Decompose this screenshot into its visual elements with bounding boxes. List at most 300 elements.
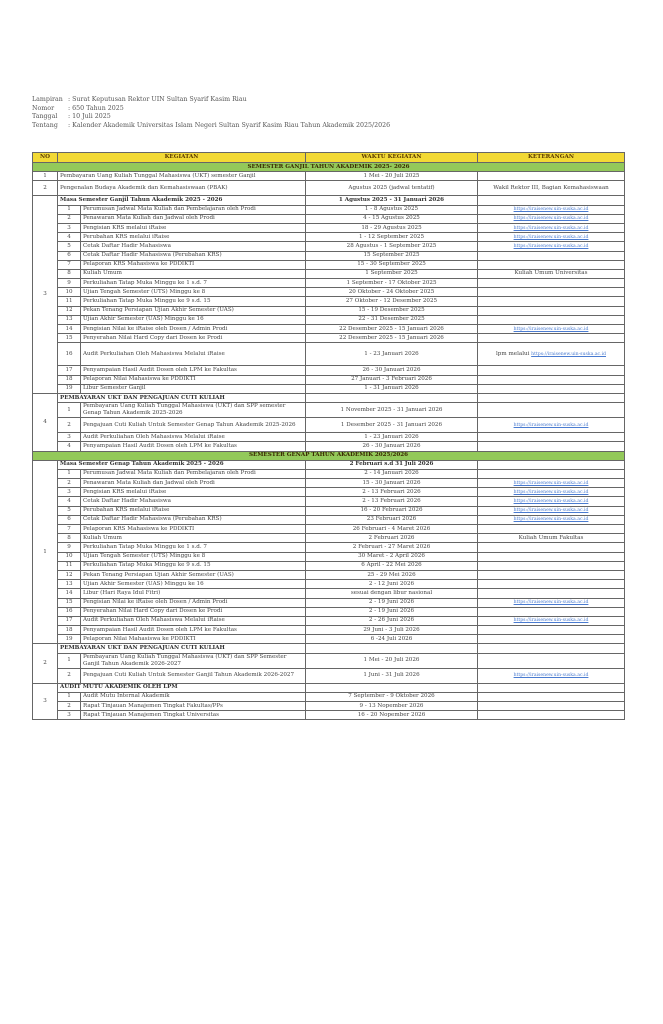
kegiatan-cell: Penawaran Mata Kuliah dan Jadwal oleh Prodi xyxy=(81,214,306,223)
kegiatan-cell: Perkuliahan Tatap Muka Minggu ke 1 s.d. 7 xyxy=(81,543,306,552)
keterangan-cell xyxy=(478,469,625,478)
waktu-cell: 26 Februari - 4 Maret 2026 xyxy=(306,525,478,534)
keterangan-cell xyxy=(478,269,625,278)
header-keterangan: KETERANGAN xyxy=(478,153,625,163)
kegiatan-cell: Perubahan KRS melalui iRaise xyxy=(81,233,306,242)
keterangan-cell xyxy=(478,343,625,366)
document-header xyxy=(32,96,390,130)
keterangan-cell xyxy=(478,543,625,552)
kegiatan-cell: Perkuliahan Tatap Muka Minggu ke 9 s.d. 15 xyxy=(81,561,306,570)
sub-number: 7 xyxy=(58,525,81,534)
table-row xyxy=(33,616,625,625)
iraise-link[interactable]: https://iraisenew.uin-suska.ac.id xyxy=(531,351,606,357)
group-waktu xyxy=(306,393,478,402)
waktu-cell: 28 Agustus - 1 September 2025 xyxy=(306,242,478,251)
group-header-row xyxy=(33,460,625,469)
table-row xyxy=(33,607,625,616)
iraise-link[interactable]: https://iraisenew.uin-suska.ac.id xyxy=(513,508,589,514)
kegiatan-cell: Ujian Akhir Semester (UAS) Minggu ke 16 xyxy=(81,580,306,589)
waktu-cell: 26 - 30 Januari 2026 xyxy=(306,442,478,451)
table-row xyxy=(33,260,625,269)
sub-number: 11 xyxy=(58,297,81,306)
sub-number: 2 xyxy=(58,214,81,223)
group-header-row xyxy=(33,644,625,653)
keterangan-text: Kuliah Umum Fakultas xyxy=(518,534,584,541)
kegiatan-cell: Pelaporan Nilai Mahasiswa ke PDDIKTI xyxy=(81,635,306,644)
sub-number: 3 xyxy=(58,711,81,720)
waktu-cell: 2 Februari 2026 xyxy=(306,534,478,543)
group-keterangan xyxy=(478,644,625,653)
keterangan-cell xyxy=(478,172,625,181)
table-row xyxy=(33,702,625,711)
keterangan-cell xyxy=(478,315,625,324)
keterangan-cell xyxy=(478,488,625,497)
waktu-cell: 1 November 2025 - 31 Januari 2026 xyxy=(306,403,478,418)
group-header-row xyxy=(33,196,625,205)
kegiatan-cell: Pembayaran Uang Kuliah Tunggal Mahasiswa (UKT) dan SPP Semester Ganjil Tahun Akademik 2026-2027 xyxy=(81,653,306,668)
sub-number: 6 xyxy=(58,515,81,524)
sub-number: 13 xyxy=(58,580,81,589)
kegiatan-cell: Cetak Daftar Hadir Mahasiswa xyxy=(81,242,306,251)
keterangan-cell xyxy=(478,260,625,269)
group-number: 2 xyxy=(33,644,58,683)
table-row xyxy=(33,366,625,375)
kegiatan-cell: Pengenalan Budaya Akademik dan Kemahasiswaan (PBAK) xyxy=(58,181,306,196)
table-row xyxy=(33,506,625,515)
waktu-cell: 1 Juni - 31 Juli 2026 xyxy=(306,668,478,683)
keterangan-cell xyxy=(478,334,625,343)
waktu-cell: 16 - 20 Februari 2026 xyxy=(306,506,478,515)
keterangan-cell xyxy=(478,692,625,701)
group-waktu: 1 Agustus 2025 - 31 Januari 2026 xyxy=(306,196,478,205)
group-number: 3 xyxy=(33,196,58,394)
keterangan-cell xyxy=(478,384,625,393)
keterangan-cell xyxy=(478,497,625,506)
waktu-cell: 2 - 13 Februari 2026 xyxy=(306,497,478,506)
keterangan-cell xyxy=(478,251,625,260)
sub-number: 19 xyxy=(58,635,81,644)
keterangan-cell xyxy=(478,515,625,524)
keterangan-cell xyxy=(478,279,625,288)
kegiatan-cell: Perubahan KRS melalui iRaise xyxy=(81,506,306,515)
table-row xyxy=(33,384,625,393)
keterangan-cell xyxy=(478,589,625,598)
sub-number: 1 xyxy=(58,692,81,701)
sub-number: 5 xyxy=(58,506,81,515)
kegiatan-cell: Libur Semester Ganjil xyxy=(81,384,306,393)
header-no: NO xyxy=(33,153,58,163)
sub-number: 9 xyxy=(58,543,81,552)
group-waktu xyxy=(306,683,478,692)
kegiatan-cell: Pembayaran Uang Kuliah Tunggal Mahasiswa (UKT) semester Ganjil xyxy=(58,172,306,181)
iraise-link[interactable]: https://iraisenew.uin-suska.ac.id xyxy=(513,600,589,606)
keterangan-cell xyxy=(478,598,625,607)
sub-number: 2 xyxy=(58,668,81,683)
table-row xyxy=(33,570,625,579)
waktu-cell: 2 - 12 Juni 2026 xyxy=(306,580,478,589)
nomor-value: : 650 Tahun 2025 xyxy=(68,104,124,112)
keterangan-cell xyxy=(478,525,625,534)
table-row xyxy=(33,515,625,524)
kegiatan-cell: Penawaran Mata Kuliah dan Jadwal oleh Prodi xyxy=(81,479,306,488)
keterangan-cell xyxy=(478,242,625,251)
sub-number: 3 xyxy=(58,433,81,442)
keterangan-cell xyxy=(478,223,625,232)
table-row xyxy=(33,343,625,366)
iraise-link[interactable]: https://iraisenew.uin-suska.ac.id xyxy=(513,517,589,523)
sub-number: 10 xyxy=(58,552,81,561)
group-keterangan xyxy=(478,460,625,469)
kegiatan-cell: Penyampaian Hasil Audit Dosen oleh LPM ke Fakultas xyxy=(81,366,306,375)
keterangan-cell xyxy=(478,668,625,683)
keterangan-cell xyxy=(478,214,625,223)
keterangan-cell xyxy=(478,233,625,242)
waktu-cell: 25 - 29 Mei 2026 xyxy=(306,570,478,579)
table-row xyxy=(33,375,625,384)
sub-number: 2 xyxy=(58,479,81,488)
table-row xyxy=(33,626,625,635)
waktu-cell: 22 - 31 Desember 2025 xyxy=(306,315,478,324)
table-row xyxy=(33,635,625,644)
kegiatan-cell: Penyampaian Hasil Audit Dosen oleh LPM ke Fakultas xyxy=(81,442,306,451)
lampiran-label: Lampiran xyxy=(32,96,63,103)
sub-number: 1 xyxy=(58,403,81,418)
sub-number: 18 xyxy=(58,375,81,384)
academic-calendar-table xyxy=(32,152,625,720)
semester-title: SEMESTER GENAP TAHUN AKADEMIK 2025/2026 xyxy=(33,451,625,460)
row-number: 2 xyxy=(33,181,58,196)
waktu-cell: 6 April - 22 Mei 2026 xyxy=(306,561,478,570)
kegiatan-cell: Ujian Akhir Semester (UAS) Minggu ke 16 xyxy=(81,315,306,324)
waktu-cell: 1 Mei - 20 Juli 2026 xyxy=(306,653,478,668)
tanggal-label: Tanggal xyxy=(32,113,58,121)
table-row xyxy=(33,214,625,223)
keterangan-cell xyxy=(478,306,625,315)
kegiatan-cell: Pengisian KRS melalui iRaise xyxy=(81,223,306,232)
kegiatan-cell: Audit Perkuliahan Oleh Mahasiswa Melalui iRaise xyxy=(81,433,306,442)
waktu-cell: 18 - 29 Agustus 2025 xyxy=(306,223,478,232)
kegiatan-cell: Ujian Tengah Semester (UTS) Minggu ke 8 xyxy=(81,552,306,561)
table-row xyxy=(33,543,625,552)
keterangan-cell xyxy=(478,552,625,561)
keterangan-cell xyxy=(478,403,625,418)
group-number: 4 xyxy=(33,393,58,451)
kegiatan-cell: Pengisian KRS melalui iRaise xyxy=(81,488,306,497)
waktu-cell: 2 - 19 Juni 2026 xyxy=(306,607,478,616)
table-row xyxy=(33,334,625,343)
sub-number: 14 xyxy=(58,589,81,598)
sub-number: 8 xyxy=(58,534,81,543)
waktu-cell: 15 September 2025 xyxy=(306,251,478,260)
header-waktu: WAKTU KEGIATAN xyxy=(306,153,478,163)
tentang-label: Tentang xyxy=(32,121,58,129)
sub-number: 6 xyxy=(58,251,81,260)
sub-number: 14 xyxy=(58,325,81,334)
table-row xyxy=(33,403,625,418)
sub-number: 15 xyxy=(58,334,81,343)
table-row xyxy=(33,279,625,288)
kegiatan-cell: Perumusan Jadwal Mata Kuliah dan Pembelajaran oleh Prodi xyxy=(81,469,306,478)
table-row xyxy=(33,525,625,534)
kegiatan-cell: Pengajuan Cuti Kuliah Untuk Semester Genap Tahun Akademik 2025-2026 xyxy=(81,418,306,433)
waktu-cell: 15 - 19 Desember 2025 xyxy=(306,306,478,315)
waktu-cell: 6 -24 Juli 2026 xyxy=(306,635,478,644)
keterangan-cell xyxy=(478,418,625,433)
keterangan-cell xyxy=(478,297,625,306)
group-title: AUDIT MUTU AKADEMIK OLEH LPM xyxy=(58,683,306,692)
table-row xyxy=(33,205,625,214)
kegiatan-cell: Kuliah Umum xyxy=(81,269,306,278)
kegiatan-cell: Perumusan Jadwal Mata Kuliah dan Pembelajaran oleh Prodi xyxy=(81,205,306,214)
keterangan-cell xyxy=(478,375,625,384)
sub-number: 3 xyxy=(58,488,81,497)
keterangan-cell xyxy=(478,580,625,589)
table-row xyxy=(33,479,625,488)
group-keterangan xyxy=(478,393,625,402)
table-row xyxy=(33,580,625,589)
iraise-link[interactable]: https://iraisenew.uin-suska.ac.id xyxy=(513,422,589,428)
sub-number: 2 xyxy=(58,418,81,433)
sub-number: 8 xyxy=(58,269,81,278)
waktu-cell: 16 - 20 Nopember 2026 xyxy=(306,711,478,720)
sub-number: 16 xyxy=(58,343,81,366)
waktu-cell: 2 - 14 Januari 2026 xyxy=(306,469,478,478)
tentang-value: : Kalender Akademik Universitas Islam Negeri Sultan Syarif Kasim Riau Tahun Akademik 2025/2026 xyxy=(68,121,391,129)
iraise-link[interactable]: https://iraisenew.uin-suska.ac.id xyxy=(513,234,589,240)
sub-number: 4 xyxy=(58,233,81,242)
table-row xyxy=(33,668,625,683)
kegiatan-cell: Pekan Tenang Persiapan Ujian Akhir Semester (UAS) xyxy=(81,570,306,579)
sub-number: 18 xyxy=(58,626,81,635)
semester-header-row xyxy=(33,451,625,460)
group-number: 3 xyxy=(33,683,58,720)
keterangan-cell xyxy=(478,366,625,375)
keterangan-cell xyxy=(478,506,625,515)
waktu-cell: 30 Maret - 2 April 2026 xyxy=(306,552,478,561)
sub-number: 5 xyxy=(58,242,81,251)
table-row xyxy=(33,561,625,570)
kegiatan-cell: Penyerahan Nilai Hard Copy dari Dosen ke Prodi xyxy=(81,607,306,616)
table-row xyxy=(33,534,625,543)
group-waktu xyxy=(306,644,478,653)
waktu-cell: 9 - 13 Nopember 2026 xyxy=(306,702,478,711)
table-row xyxy=(33,418,625,433)
waktu-cell: 1 - 8 Agustus 2025 xyxy=(306,205,478,214)
nomor-label: Nomor xyxy=(32,104,55,112)
waktu-cell: 15 - 30 Januari 2026 xyxy=(306,479,478,488)
kegiatan-cell: Audit Mutu Internal Akademik xyxy=(81,692,306,701)
keterangan-cell: Wakil Rektor III, Bagian Kemahasiswaan xyxy=(478,181,625,196)
kegiatan-cell: Libur (Hari Raya Idul Fitri) xyxy=(81,589,306,598)
iraise-link[interactable]: https://iraisenew.uin-suska.ac.id xyxy=(513,225,589,231)
group-number: 1 xyxy=(33,460,58,644)
iraise-link[interactable]: https://iraisenew.uin-suska.ac.id xyxy=(513,489,589,495)
row-number: 1 xyxy=(33,172,58,181)
sub-number: 1 xyxy=(58,469,81,478)
group-title: PEMBAYARAN UKT DAN PENGAJUAN CUTI KULIAH xyxy=(58,644,306,653)
group-title: PEMBAYARAN UKT DAN PENGAJUAN CUTI KULIAH xyxy=(58,393,306,402)
waktu-cell: 4 - 15 Agustus 2025 xyxy=(306,214,478,223)
table-row xyxy=(33,181,625,196)
iraise-link[interactable]: https://iraisenew.uin-suska.ac.id xyxy=(513,499,589,505)
iraise-link[interactable]: https://iraisenew.uin-suska.ac.id xyxy=(513,480,589,486)
keterangan-cell xyxy=(478,653,625,668)
sub-number: 19 xyxy=(58,384,81,393)
waktu-cell: 2 - 19 Juni 2026 xyxy=(306,598,478,607)
keterangan-cell xyxy=(478,205,625,214)
kegiatan-cell: Cetak Daftar Hadir Mahasiswa (Perubahan KRS) xyxy=(81,515,306,524)
kegiatan-cell: Cetak Daftar Hadir Mahasiswa (Perubahan KRS) xyxy=(81,251,306,260)
keterangan-text: Kuliah Umum Universitas xyxy=(514,270,588,277)
sub-number: 16 xyxy=(58,607,81,616)
header-kegiatan: KEGIATAN xyxy=(58,153,306,163)
kegiatan-cell: Pengisian Nilai ke iRaise oleh Dosen / Admin Prodi xyxy=(81,598,306,607)
sub-number: 4 xyxy=(58,442,81,451)
group-header-row xyxy=(33,683,625,692)
table-row xyxy=(33,653,625,668)
waktu-cell: 23 Februari 2026 xyxy=(306,515,478,524)
table-row xyxy=(33,325,625,334)
waktu-cell: 27 Januari - 3 Februari 2026 xyxy=(306,375,478,384)
sub-number: 10 xyxy=(58,288,81,297)
waktu-cell: 2 - 26 Juni 2026 xyxy=(306,616,478,625)
group-title: Masa Semester Ganjil Tahun Akademik 2025 - 2026 xyxy=(58,196,306,205)
table-row xyxy=(33,288,625,297)
waktu-cell: 1 - 23 Januari 2026 xyxy=(306,433,478,442)
keterangan-cell xyxy=(478,288,625,297)
waktu-cell: 1 - 23 Januari 2026 xyxy=(306,343,478,366)
sub-number: 1 xyxy=(58,205,81,214)
iraise-link[interactable]: https://iraisenew.uin-suska.ac.id xyxy=(513,673,589,679)
keterangan-cell xyxy=(478,607,625,616)
waktu-cell: 1 - 12 September 2025 xyxy=(306,233,478,242)
kegiatan-cell: Kuliah Umum xyxy=(81,534,306,543)
kegiatan-cell: Perkuliahan Tatap Muka Minggu ke 1 s.d. 7 xyxy=(81,279,306,288)
kegiatan-cell: Cetak Daftar Hadir Mahasiswa xyxy=(81,497,306,506)
keterangan-cell xyxy=(478,626,625,635)
waktu-cell: 26 - 30 Januari 2026 xyxy=(306,366,478,375)
table-row xyxy=(33,692,625,701)
table-row xyxy=(33,251,625,260)
table-row xyxy=(33,433,625,442)
keterangan-cell xyxy=(478,479,625,488)
sub-number: 13 xyxy=(58,315,81,324)
waktu-cell: 2 Februari - 27 Maret 2026 xyxy=(306,543,478,552)
group-header-row xyxy=(33,393,625,402)
table-row xyxy=(33,297,625,306)
table-row xyxy=(33,223,625,232)
semester-title: SEMESTER GANJIL TAHUN AKADEMIK 2025- 2026 xyxy=(33,163,625,172)
table-row xyxy=(33,306,625,315)
waktu-cell: 22 Desember 2025 - 15 Januari 2026 xyxy=(306,325,478,334)
table-row xyxy=(33,497,625,506)
sub-number: 3 xyxy=(58,223,81,232)
iraise-link[interactable]: https://iraisenew.uin-suska.ac.id xyxy=(513,216,589,222)
group-keterangan xyxy=(478,683,625,692)
kegiatan-cell: Pembayaran Uang Kuliah Tunggal Mahasiswa (UKT) dan SPP semester Genap Tahun Akademik 2025-2026 xyxy=(81,403,306,418)
kegiatan-cell: Audit Perkuliahan Oleh Mahasiswa Melalui iRaise xyxy=(81,616,306,625)
kegiatan-cell: Penyerahan Nilai Hard Copy dari Dosen ke Prodi xyxy=(81,334,306,343)
table-row xyxy=(33,442,625,451)
waktu-cell: 27 Oktober - 12 Desember 2025 xyxy=(306,297,478,306)
lampiran-value: : Surat Keputusan Rektor UIN Sultan Syarif Kasim Riau xyxy=(68,96,247,103)
waktu-cell: 22 Desember 2025 - 15 Januari 2026 xyxy=(306,334,478,343)
waktu-cell: Agustus 2025 (jadwal tentatif) xyxy=(306,181,478,196)
kegiatan-cell: Pengisian Nilai ke iRaise oleh Dosen / Admin Prodi xyxy=(81,325,306,334)
kegiatan-cell: Audit Perkuliahan Oleh Mahasiswa Melalui iRaise xyxy=(81,343,306,366)
sub-number: 11 xyxy=(58,561,81,570)
kegiatan-cell: Penyampaian Hasil Audit Dosen oleh LPM ke Fakultas xyxy=(81,626,306,635)
table-row xyxy=(33,598,625,607)
sub-number: 17 xyxy=(58,366,81,375)
waktu-cell: 15 - 30 September 2025 xyxy=(306,260,478,269)
iraise-link[interactable]: https://iraisenew.uin-suska.ac.id xyxy=(513,618,589,624)
keterangan-cell xyxy=(478,534,625,543)
keterangan-cell xyxy=(478,561,625,570)
table-row xyxy=(33,711,625,720)
waktu-cell: sesuai dengan libur nasional xyxy=(306,589,478,598)
table-row xyxy=(33,233,625,242)
semester-header-row xyxy=(33,163,625,172)
iraise-link[interactable]: https://iraisenew.uin-suska.ac.id xyxy=(513,243,589,249)
kegiatan-cell: Pekan Tenang Persiapan Ujian Akhir Semester (UAS) xyxy=(81,306,306,315)
table-header-row xyxy=(33,153,625,163)
waktu-cell: 20 Oktober - 24 Oktober 2025 xyxy=(306,288,478,297)
group-waktu: 2 Februari s.d 31 Juli 2026 xyxy=(306,460,478,469)
sub-number: 4 xyxy=(58,497,81,506)
iraise-link[interactable]: https://iraisenew.uin-suska.ac.id xyxy=(513,326,589,332)
keterangan-cell xyxy=(478,433,625,442)
kegiatan-cell: Perkuliahan Tatap Muka Minggu ke 9 s.d. 15 xyxy=(81,297,306,306)
waktu-cell: 29 Juni - 3 Juli 2026 xyxy=(306,626,478,635)
waktu-cell: 1 Mei - 20 Juli 2025 xyxy=(306,172,478,181)
group-title: Masa Semester Genap Tahun Akademik 2025 - 2026 xyxy=(58,460,306,469)
sub-number: 7 xyxy=(58,260,81,269)
sub-number: 15 xyxy=(58,598,81,607)
table-row xyxy=(33,242,625,251)
kegiatan-cell: Ujian Tengah Semester (UTS) Minggu ke 8 xyxy=(81,288,306,297)
keterangan-cell xyxy=(478,702,625,711)
keterangan-cell xyxy=(478,711,625,720)
waktu-cell: 7 September - 9 Oktober 2026 xyxy=(306,692,478,701)
sub-number: 12 xyxy=(58,570,81,579)
iraise-link[interactable]: https://iraisenew.uin-suska.ac.id xyxy=(513,207,589,213)
table-row xyxy=(33,172,625,181)
keterangan-cell xyxy=(478,616,625,625)
sub-number: 12 xyxy=(58,306,81,315)
table-row xyxy=(33,315,625,324)
kegiatan-cell: Rapat Tinjauan Manajemen Tingkat Fakultas/PPs xyxy=(81,702,306,711)
keterangan-cell xyxy=(478,635,625,644)
kegiatan-cell: Pelaporan KRS Mahasiswa ke PDDIKTI xyxy=(81,260,306,269)
kegiatan-cell: Pengajuan Cuti Kuliah Untuk Semester Ganjil Tahun Akademik 2026-2027 xyxy=(81,668,306,683)
table-row xyxy=(33,269,625,278)
waktu-cell: 1 - 31 Januari 2026 xyxy=(306,384,478,393)
kegiatan-cell: Pelaporan Nilai Mahasiswa ke PDDIKTI xyxy=(81,375,306,384)
table-row xyxy=(33,552,625,561)
waktu-cell: 1 September 2025 xyxy=(306,269,478,278)
table-row xyxy=(33,589,625,598)
tanggal-value: : 10 Juli 2025 xyxy=(68,113,111,121)
table-row xyxy=(33,488,625,497)
sub-number: 9 xyxy=(58,279,81,288)
waktu-cell: 1 Desember 2025 - 31 Januari 2026 xyxy=(306,418,478,433)
waktu-cell: 1 September - 17 Oktober 2025 xyxy=(306,279,478,288)
table-row xyxy=(33,469,625,478)
keterangan-text: lpm melalui xyxy=(496,350,532,357)
sub-number: 17 xyxy=(58,616,81,625)
keterangan-cell xyxy=(478,442,625,451)
